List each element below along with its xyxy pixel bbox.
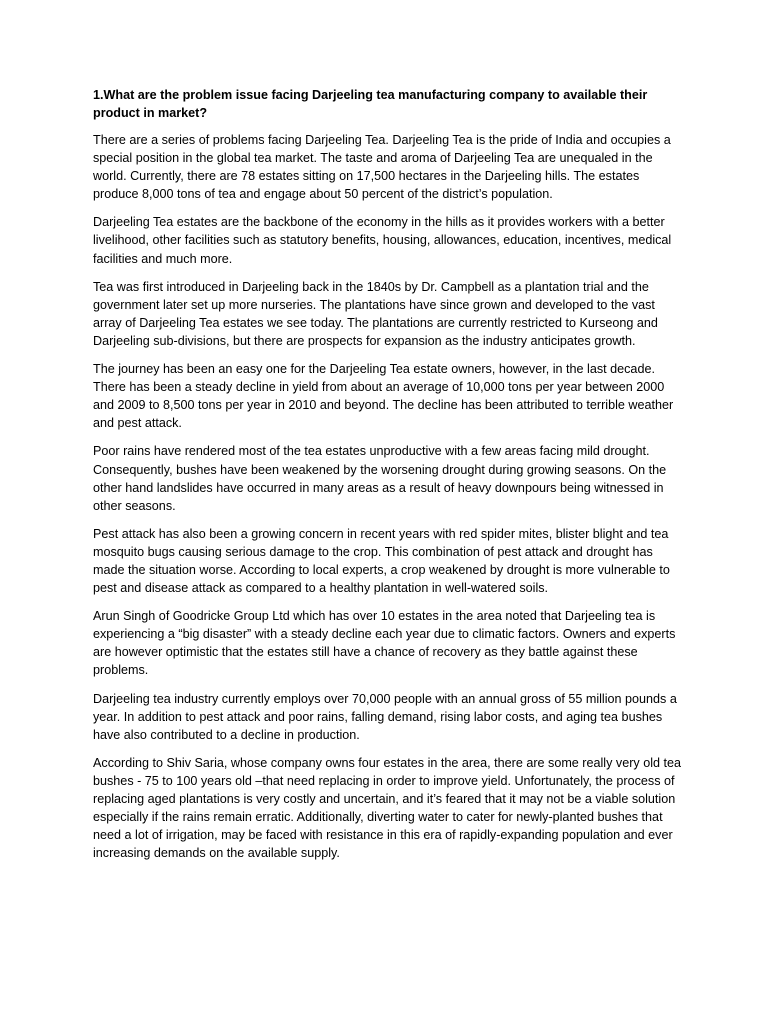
paragraph-1: There are a series of problems facing Darjeeling Tea. Darjeeling Tea is the pride of India and occupies a special position in the global tea market. The taste and aroma of Darjeeling Tea are unequaled in the world. Currently, there are 78 estates sitting on 17,500 hectares in the Darjeeling hills. The estates produce 8,000 tons of tea and engage about 50 percent of the district’s population. (93, 133, 671, 202)
paragraph-8: Darjeeling tea industry currently employs over 70,000 people with an annual gross of 55 million pounds a year. In addition to pest attack and poor rains, falling demand, rising labor costs, and aging tea bushes have also contributed to a decline in production. (93, 691, 677, 742)
paragraph-2: Darjeeling Tea estates are the backbone of the economy in the hills as it provides workers with a better livelihood, other facilities such as statutory benefits, housing, allowances, education, incentives, medical facilities and much more. (93, 215, 672, 266)
paragraph-4: The journey has been an easy one for the Darjeeling Tea estate owners, however, in the last decade. There has been a steady decline in yield from about an average of 10,000 tons per year between 2000 and 2009 to 8,500 tons per year in 2010 and beyond. The decline has been attributed to terrible weather and pest attack. (93, 362, 674, 431)
paragraph-5: Poor rains have rendered most of the tea estates unproductive with a few areas facing mild drought. Consequently, bushes have been weakened by the worsening drought during growing seasons. On the other hand landslides have occurred in many areas as a result of heavy downpours being witnessed in other seasons. (93, 444, 667, 513)
paragraph-3: Tea was first introduced in Darjeeling back in the 1840s by Dr. Campbell as a plantation trial and the government later set up more nurseries. The plantations have since grown and developed to the vast array of Darjeeling Tea estates we see today. The plantations are currently restricted to Kurseong and Darjeeling sub-divisions, but there are prospects for expansion as the industry anticipates growth. (93, 279, 658, 348)
paragraph-6: Pest attack has also been a growing concern in recent years with red spider mites, blister blight and tea mosquito bugs causing serious damage to the crop. This combination of pest attack and drought has made the situation worse. According to local experts, a crop weakened by drought is more vulnerable to pest and disease attack as compared to a healthy plantation in well-watered soils. (93, 526, 670, 596)
document-body (93, 86, 683, 872)
paragraph-7: Arun Singh of Goodricke Group Ltd which has over 10 estates in the area noted that Darjeeling tea is experiencing a “big disaster” with a steady decline each year due to climatic factors. Owners and experts are however optimistic that the estates still have a chance of recovery as they battle against these problems. (93, 609, 676, 678)
question-heading: 1.What are the problem issue facing Darjeeling tea manufacturing company to available their product in market? (93, 88, 648, 120)
paragraph-9: According to Shiv Saria, whose company owns four estates in the area, there are some really very old tea bushes - 75 to 100 years old –that need replacing in order to improve yield. Unfortunately, the process of replacing aged plantations is very costly and uncertain, and it’s feared that it may not be a viable solution especially if the rains remain erratic. Additionally, diverting water to cater for newly-planted bushes that need a lot of irrigation, may be faced with resistance in this era of rapidly-expanding population and ever increasing demands on the available supply. (93, 755, 682, 861)
